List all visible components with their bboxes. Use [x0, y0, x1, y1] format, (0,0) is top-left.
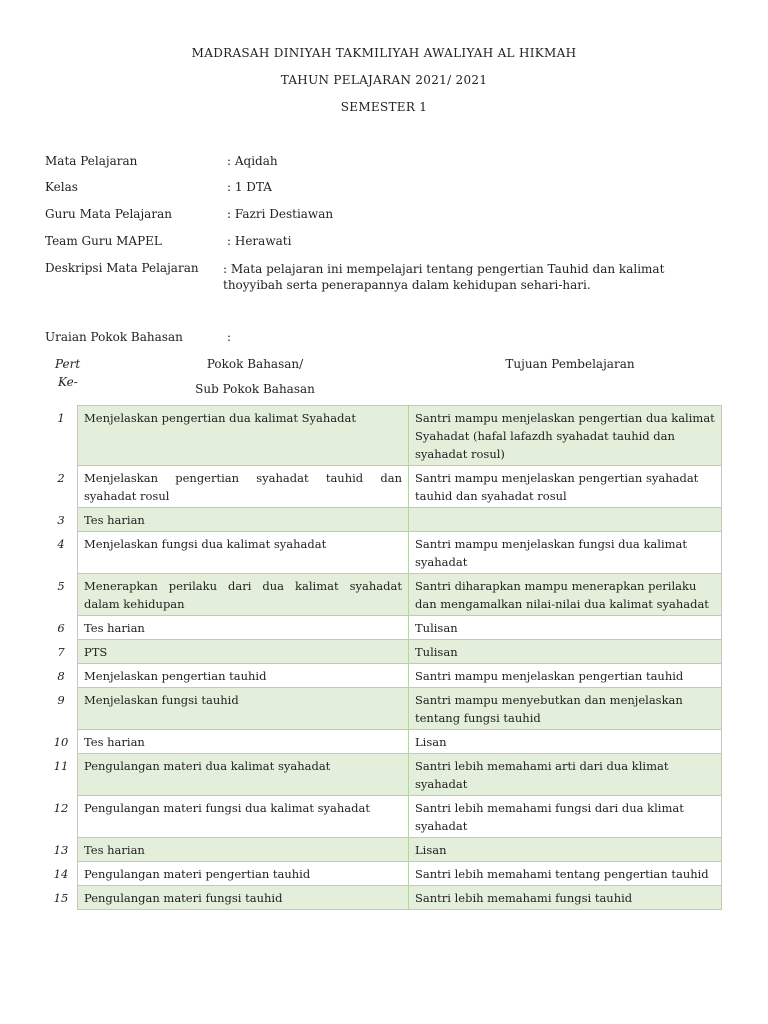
- row-number: 11: [45, 754, 78, 796]
- mapel-value: : Aqidah: [227, 154, 278, 168]
- row-number: 2: [45, 466, 78, 508]
- syllabus-table: [45, 405, 722, 910]
- kelas-label: Kelas: [45, 180, 78, 194]
- col-header-pokok: Pokok Bahasan/: [206, 357, 304, 371]
- pokok-bahasan-cell: Pengulangan materi dua kalimat syahadat: [78, 754, 409, 796]
- table-row: [45, 730, 722, 754]
- academic-year: TAHUN PELAJARAN 2021/ 2021: [280, 73, 488, 87]
- table-row: [45, 640, 722, 664]
- row-number: 3: [45, 508, 78, 532]
- table-row: [45, 664, 722, 688]
- school-name: MADRASAH DINIYAH TAKMILIYAH AWALIYAH AL HIKMAH: [191, 46, 577, 60]
- pokok-bahasan-cell: Tes harian: [78, 508, 409, 532]
- pokok-bahasan-cell: Menerapkan perilaku dari dua kalimat syahadat dalam kehidupan: [78, 574, 409, 616]
- pokok-bahasan-cell: Menjelaskan pengertian syahadat tauhid dan syahadat rosul: [78, 466, 409, 508]
- deskripsi-label: Deskripsi Mata Pelajaran: [45, 261, 199, 275]
- pokok-bahasan-cell: Tes harian: [78, 616, 409, 640]
- team-label: Team Guru MAPEL: [45, 234, 162, 248]
- tujuan-cell: Santri mampu menyebutkan dan menjelaskan tentang fungsi tauhid: [409, 688, 722, 730]
- guru-label: Guru Mata Pelajaran: [45, 207, 172, 221]
- semester: SEMESTER 1: [340, 100, 428, 114]
- tujuan-cell: Santri diharapkan mampu menerapkan perilaku dan mengamalkan nilai-nilai dua kalimat syahadat: [409, 574, 722, 616]
- row-number: 9: [45, 688, 78, 730]
- table-row: [45, 532, 722, 574]
- tujuan-cell: Santri mampu menjelaskan pengertian tauhid: [409, 664, 722, 688]
- tujuan-cell: Santri lebih memahami fungsi dari dua klimat syahadat: [409, 796, 722, 838]
- row-number: 4: [45, 532, 78, 574]
- table-row: [45, 574, 722, 616]
- pokok-bahasan-cell: PTS: [78, 640, 409, 664]
- deskripsi-value: : Mata pelajaran ini mempelajari tentang pengertian Tauhid dan kalimat thoyyibah serta penerapannya dalam kehidupan sehari-hari.: [223, 262, 665, 292]
- tujuan-cell: Tulisan: [409, 616, 722, 640]
- pokok-bahasan-cell: Pengulangan materi fungsi tauhid: [78, 886, 409, 910]
- table-row: [45, 886, 722, 910]
- uraian-pokok-bahasan: [45, 330, 232, 344]
- pokok-bahasan-cell: Menjelaskan pengertian dua kalimat Syahadat: [78, 406, 409, 466]
- pokok-bahasan-cell: Tes harian: [78, 730, 409, 754]
- pokok-bahasan-cell: Pengulangan materi pengertian tauhid: [78, 862, 409, 886]
- tujuan-cell: Santri lebih memahami tentang pengertian tauhid: [409, 862, 722, 886]
- col-header-subpokok: Sub Pokok Bahasan: [195, 382, 315, 396]
- row-number: 8: [45, 664, 78, 688]
- tujuan-cell: Santri lebih memahami arti dari dua klimat syahadat: [409, 754, 722, 796]
- col-header-pert: Pert: [55, 357, 81, 371]
- row-number: 15: [45, 886, 78, 910]
- tujuan-cell: Lisan: [409, 838, 722, 862]
- tujuan-cell: Tulisan: [409, 640, 722, 664]
- row-number: 7: [45, 640, 78, 664]
- tujuan-cell: Santri mampu menjelaskan pengertian dua kalimat Syahadat (hafal lafazdh syahadat tauhid dan syahadat rosul): [409, 406, 722, 466]
- table-row: [45, 466, 722, 508]
- uraian-colon: :: [227, 330, 232, 344]
- table-row: [45, 838, 722, 862]
- tujuan-cell: [409, 508, 722, 532]
- pokok-bahasan-cell: Pengulangan materi fungsi dua kalimat syahadat: [78, 796, 409, 838]
- tujuan-cell: Lisan: [409, 730, 722, 754]
- table-row: [45, 508, 722, 532]
- mapel-label: Mata Pelajaran: [45, 154, 138, 168]
- pokok-bahasan-cell: Tes harian: [78, 838, 409, 862]
- pokok-bahasan-cell: Menjelaskan fungsi tauhid: [78, 688, 409, 730]
- table-row: [45, 862, 722, 886]
- row-number: 5: [45, 574, 78, 616]
- table-row: [45, 754, 722, 796]
- row-number: 10: [45, 730, 78, 754]
- table-row: [45, 616, 722, 640]
- table-row: [45, 796, 722, 838]
- pokok-bahasan-cell: Menjelaskan fungsi dua kalimat syahadat: [78, 532, 409, 574]
- table-row: [45, 688, 722, 730]
- kelas-value: : 1 DTA: [227, 180, 272, 194]
- row-number: 6: [45, 616, 78, 640]
- col-header-tujuan: Tujuan Pembelajaran: [505, 357, 635, 371]
- row-number: 14: [45, 862, 78, 886]
- team-value: : Herawati: [227, 234, 292, 248]
- uraian-label: Uraian Pokok Bahasan: [45, 330, 183, 344]
- tujuan-cell: Santri mampu menjelaskan fungsi dua kalimat syahadat: [409, 532, 722, 574]
- pokok-bahasan-cell: Menjelaskan pengertian tauhid: [78, 664, 409, 688]
- row-number: 1: [45, 406, 78, 466]
- table-row: [45, 406, 722, 466]
- tujuan-cell: Santri mampu menjelaskan pengertian syahadat tauhid dan syahadat rosul: [409, 466, 722, 508]
- col-header-ke: Ke-: [58, 375, 78, 389]
- row-number: 13: [45, 838, 78, 862]
- guru-value: : Fazri Destiawan: [227, 207, 334, 221]
- tujuan-cell: Santri lebih memahami fungsi tauhid: [409, 886, 722, 910]
- row-number: 12: [45, 796, 78, 838]
